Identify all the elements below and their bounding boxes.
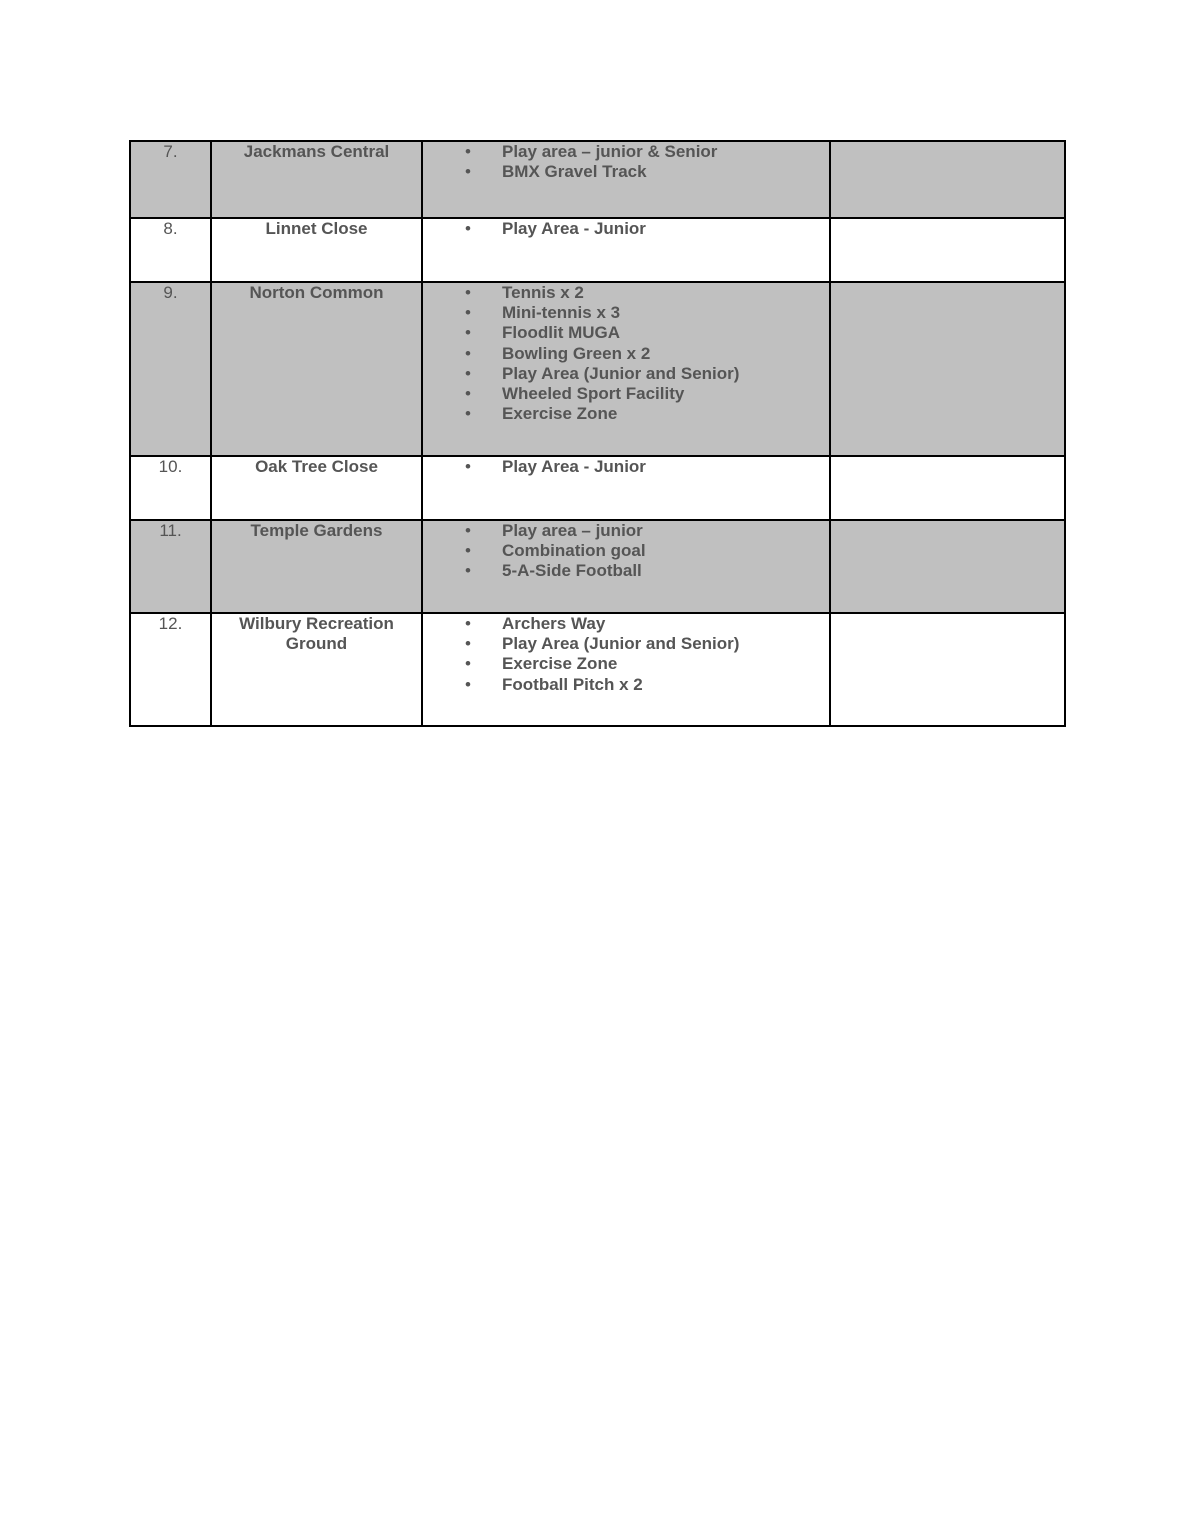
list-item (423, 303, 829, 323)
notes-cell (830, 456, 1065, 520)
notes-cell (830, 520, 1065, 613)
row-number: 7. (130, 141, 211, 218)
facility-label: Wheeled Sport Facility (502, 384, 685, 404)
bullet-icon: • (465, 162, 471, 182)
site-name: Oak Tree Close (211, 456, 422, 520)
facilities-list (423, 142, 829, 182)
bullet-icon: • (465, 561, 471, 581)
site-name: Jackmans Central (211, 141, 422, 218)
list-item (423, 283, 829, 303)
site-name: Norton Common (211, 282, 422, 456)
bullet-icon: • (465, 634, 471, 654)
list-item (423, 654, 829, 674)
facility-label: Bowling Green x 2 (502, 343, 651, 363)
facility-label: Archers Way (502, 614, 606, 633)
facility-label: 5-A-Side Football (502, 561, 642, 581)
row-number: 10. (130, 456, 211, 520)
list-item (423, 162, 829, 182)
bullet-icon: • (465, 142, 471, 161)
bullet-icon: • (465, 219, 471, 238)
facilities-list (423, 219, 829, 239)
facility-label: Play Area - Junior (502, 219, 646, 238)
bullet-icon: • (465, 541, 471, 561)
list-item (423, 323, 829, 343)
facilities-list (423, 521, 829, 582)
bullet-icon: • (465, 614, 471, 633)
table-row (130, 520, 1065, 613)
facilities-cell (422, 456, 830, 520)
notes-cell (830, 282, 1065, 456)
facilities-list (423, 614, 829, 695)
list-item (423, 384, 829, 404)
bullet-icon: • (465, 457, 471, 476)
table-row (130, 218, 1065, 282)
table-row (130, 282, 1065, 456)
list-item (423, 219, 829, 239)
table-row (130, 456, 1065, 520)
bullet-icon: • (465, 303, 471, 323)
list-item (423, 457, 829, 477)
facility-label: Play Area - Junior (502, 457, 646, 476)
row-number: 11. (130, 520, 211, 613)
facility-label: Play Area (Junior and Senior) (502, 363, 740, 383)
site-name: Wilbury Recreation Ground (211, 613, 422, 726)
list-item (423, 634, 829, 654)
facility-label: BMX Gravel Track (502, 162, 647, 182)
list-item (423, 675, 829, 695)
list-item (423, 142, 829, 162)
facilities-cell (422, 141, 830, 218)
site-name: Temple Gardens (211, 520, 422, 613)
bullet-icon: • (465, 384, 471, 404)
notes-cell (830, 141, 1065, 218)
bullet-icon: • (465, 323, 471, 343)
facilities-table (129, 140, 1066, 727)
bullet-icon: • (465, 674, 471, 694)
facilities-list (423, 457, 829, 477)
facilities-cell (422, 613, 830, 726)
table-row (130, 141, 1065, 218)
row-number: 8. (130, 218, 211, 282)
facility-label: Floodlit MUGA (502, 323, 621, 343)
facility-label: Football Pitch x 2 (502, 674, 643, 694)
bullet-icon: • (465, 521, 471, 540)
notes-cell (830, 613, 1065, 726)
facility-label: Exercise Zone (502, 654, 618, 674)
bullet-icon: • (465, 363, 471, 383)
list-item (423, 614, 829, 634)
facility-label: Play area – junior & Senior (502, 142, 718, 161)
bullet-icon: • (465, 343, 471, 363)
site-name: Linnet Close (211, 218, 422, 282)
notes-cell (830, 218, 1065, 282)
facilities-cell (422, 520, 830, 613)
bullet-icon: • (465, 283, 471, 302)
facilities-cell (422, 282, 830, 456)
facility-label: Play Area (Junior and Senior) (502, 634, 740, 654)
list-item (423, 404, 829, 424)
facility-label: Combination goal (502, 541, 646, 561)
list-item (423, 344, 829, 364)
list-item (423, 521, 829, 541)
facilities-list (423, 283, 829, 424)
list-item (423, 364, 829, 384)
bullet-icon: • (465, 404, 471, 424)
list-item (423, 561, 829, 581)
facility-label: Exercise Zone (502, 404, 618, 424)
facilities-cell (422, 218, 830, 282)
row-number: 9. (130, 282, 211, 456)
list-item (423, 541, 829, 561)
facility-label: Mini-tennis x 3 (502, 303, 621, 323)
row-number: 12. (130, 613, 211, 726)
table-row (130, 613, 1065, 726)
facility-label: Play area – junior (502, 521, 643, 540)
facility-label: Tennis x 2 (502, 283, 584, 302)
bullet-icon: • (465, 654, 471, 674)
